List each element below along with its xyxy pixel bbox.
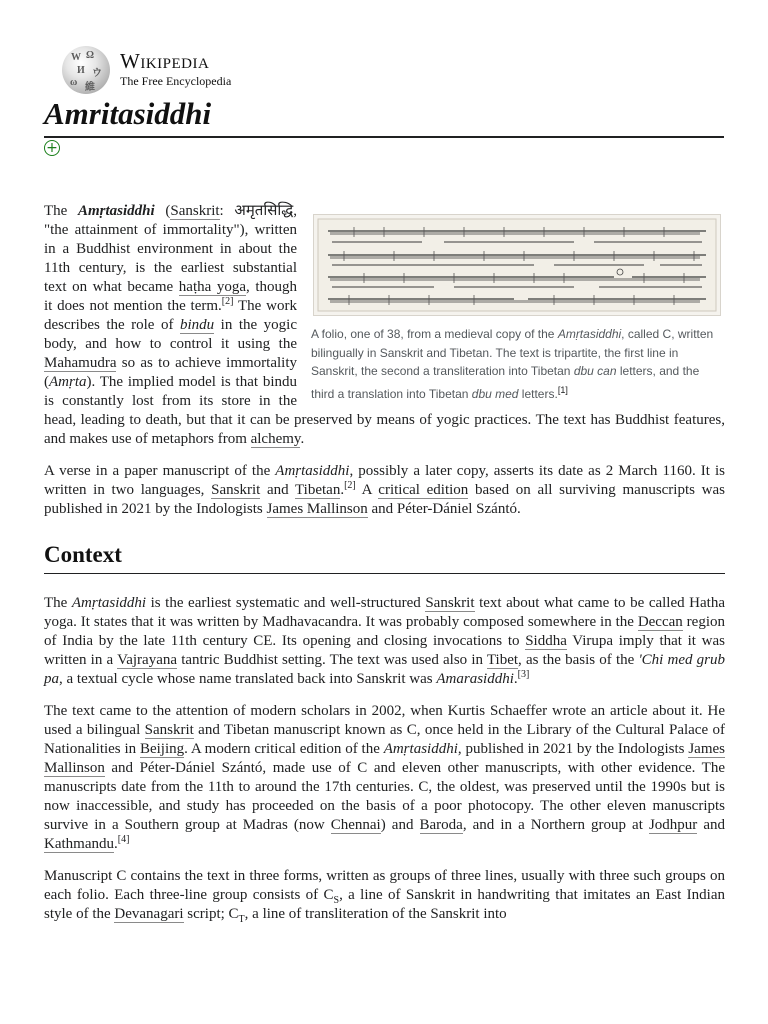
citation-link[interactable]: [4] [117, 834, 130, 845]
text: A verse in a paper manuscript of the [44, 463, 276, 479]
text: , and in a Northern group at [462, 817, 649, 833]
site-brand[interactable] [120, 50, 231, 88]
text: text about what came to be called Hatha yoga. It states that it was written by Madhavacandra. It was probably composed somewhere in the [44, 595, 725, 630]
folio-script-drawing [314, 215, 720, 315]
text: . [300, 431, 305, 447]
caption-text: letters, and the third a translation into Tibetan [311, 364, 700, 401]
citation-link[interactable]: [2] [221, 296, 234, 307]
link-baroda[interactable]: Baroda [419, 817, 463, 833]
caption-text: letters. [518, 386, 558, 401]
text: , a line of transliteration of the Sanskrit into [244, 906, 507, 922]
article-body [44, 202, 725, 937]
text: ). The implied model is that bindu is constantly lost from its store in the head, leading to death, but that it can be preserved by means of yogic practices. The text has Buddhist features, and makes use of metaphors from [44, 374, 725, 447]
text: . [340, 482, 345, 498]
link-kathmandu[interactable]: Kathmandu [44, 836, 114, 852]
citation-link[interactable]: [1] [557, 384, 568, 395]
text: 'Chi med grub pa [44, 652, 726, 687]
article-subject: Amṛtasiddhi [78, 203, 155, 219]
text: , as the basis of the [518, 652, 639, 668]
context-paragraph-2 [44, 702, 725, 854]
text: , a textual cycle whose name translated back into Sanskrit was [59, 671, 437, 687]
text: based on all surviving manuscripts was published in 2021 by the Indologists [44, 482, 725, 517]
link-alchemy[interactable]: alchemy [250, 431, 301, 447]
link-deccan[interactable]: Deccan [637, 614, 683, 630]
manuscript-figure [311, 214, 725, 403]
site-tagline: The Free Encyclopedia [120, 74, 232, 88]
link-beijing[interactable]: Beijing [139, 741, 185, 757]
text: . A modern critical edition of the [184, 741, 384, 757]
link-sanskrit[interactable]: Sanskrit [211, 482, 261, 498]
text: tantric Buddhist setting. The text was used also in [177, 652, 487, 668]
site-header [62, 46, 362, 96]
text: The work describes the role of [44, 298, 297, 333]
link-text: bindu [179, 317, 215, 333]
text: : अमृतसिद्धि, "the attainment of immortality"), written in a Buddhist environment in about the 11th century, is the earliest substantial text on what became [44, 203, 298, 295]
context-paragraph-1 [44, 594, 725, 689]
text: Virupa imply that it was written in a [44, 633, 726, 668]
text: , a line of Sanskrit in handwriting that imitates an East Indian style of the [44, 887, 725, 922]
text: is the earliest systematic and well-structured [146, 595, 426, 611]
caption-text: dbu med [471, 386, 519, 401]
text: The [44, 595, 72, 611]
link-critical-edition[interactable]: critical edition [378, 482, 469, 498]
text: A [355, 482, 379, 498]
wikipedia-globe-logo[interactable]: W Ω И ウ ω 維 [62, 46, 110, 94]
text: and Tibetan manuscript known as C, once held in the Library of the Cultural Palace of Nationalities in [44, 722, 725, 757]
link-tibet[interactable]: Tibet [486, 652, 519, 668]
caption-text: , called C, written bilingually in Sanskrit and Tibetan. The text is tripartite, the first line in Sanskrit, the second a transliteration into Tibetan [311, 327, 714, 378]
text: . [113, 836, 118, 852]
link-siddha[interactable]: Siddha [525, 633, 567, 649]
caption-text: Amṛtasiddhi [557, 327, 622, 341]
text: and [697, 817, 726, 833]
text: ( [154, 203, 171, 219]
link-jodhpur[interactable]: Jodhpur [648, 817, 698, 833]
text: script; C [183, 906, 239, 922]
text: Manuscript C contains the text in three forms, written as groups of three lines, usually with three such groups on each folio. Each three-line group consists of C [44, 868, 725, 903]
link-james-mallinson[interactable]: James Mallinson [44, 741, 725, 776]
text: Amṛtasiddhi [71, 595, 147, 611]
page-title: Amritasiddhi [44, 94, 724, 138]
text: ) and [380, 817, 420, 833]
caption-text: dbu can [573, 364, 617, 378]
text: S [333, 895, 340, 906]
text: Amarasiddhi [436, 671, 514, 687]
citation-link[interactable]: [2] [344, 480, 356, 491]
text: , though it does not mention the term. [44, 279, 298, 314]
text: region of India by the late 11th century CE. Its opening and closing invocations to [44, 614, 725, 649]
link-tibetan[interactable]: Tibetan [295, 482, 341, 498]
text: Amṛtasiddhi [275, 463, 350, 479]
text: and Péter-Dániel Szántó, made use of C and eleven other manuscripts, with other evidence. The manuscripts date from the 11th to around the 17th centuries. C, the oldest, was preserved until the 1990s but is now inaccessible, and study has proceeded on the basis of a poor photocopy. The other eleven manuscripts survive in a Southern group at Madras (now [44, 760, 725, 833]
link-james-mallinson[interactable]: James Mallinson [266, 501, 368, 517]
context-paragraph-3 [44, 867, 725, 924]
citation-link[interactable]: [3] [517, 669, 530, 680]
link-bindu[interactable] [180, 317, 214, 334]
link-vajrayana[interactable]: Vajrayana [117, 652, 178, 668]
text: , possibly a later copy, asserts its date as 2 March 1160. It is written in two languages, [44, 463, 725, 498]
text: and [260, 482, 296, 498]
link-devanagari[interactable]: Devanagari [114, 906, 184, 922]
link-sanskrit[interactable]: Sanskrit [425, 595, 475, 611]
expand-plus-icon[interactable]: + [44, 140, 60, 156]
link-mahamudra[interactable]: Mahamudra [44, 355, 117, 371]
text: , published in 2021 by the Indologists [457, 741, 689, 757]
link-chennai[interactable]: Chennai [330, 817, 381, 833]
text: Amṛta [49, 374, 87, 390]
text: . [513, 671, 518, 687]
manuscript-folio-image[interactable] [313, 214, 721, 316]
text: The [44, 203, 78, 219]
text: Amṛtasiddhi [383, 741, 458, 757]
text: The text came to the attention of modern scholars in 2002, when Kurtis Schaeffer wrote an article about it. He used a bilingual [44, 703, 725, 738]
text: and Péter-Dániel Szántó. [367, 501, 521, 517]
text: T [238, 914, 245, 925]
intro-paragraph-2 [44, 462, 725, 519]
link-hatha-yoga[interactable]: haṭha yoga [178, 279, 247, 295]
section-heading-context: Context [44, 541, 725, 574]
figure-caption [311, 325, 725, 403]
caption-text: A folio, one of 38, from a medieval copy of the [311, 327, 558, 341]
text: in the yogic body, and how to control it using the [44, 317, 297, 352]
link-sanskrit[interactable]: Sanskrit [144, 722, 194, 738]
text: so as to achieve immortality ( [44, 355, 297, 390]
site-name: Wikipedia [120, 49, 210, 73]
link-sanskrit[interactable]: Sanskrit [170, 203, 220, 219]
